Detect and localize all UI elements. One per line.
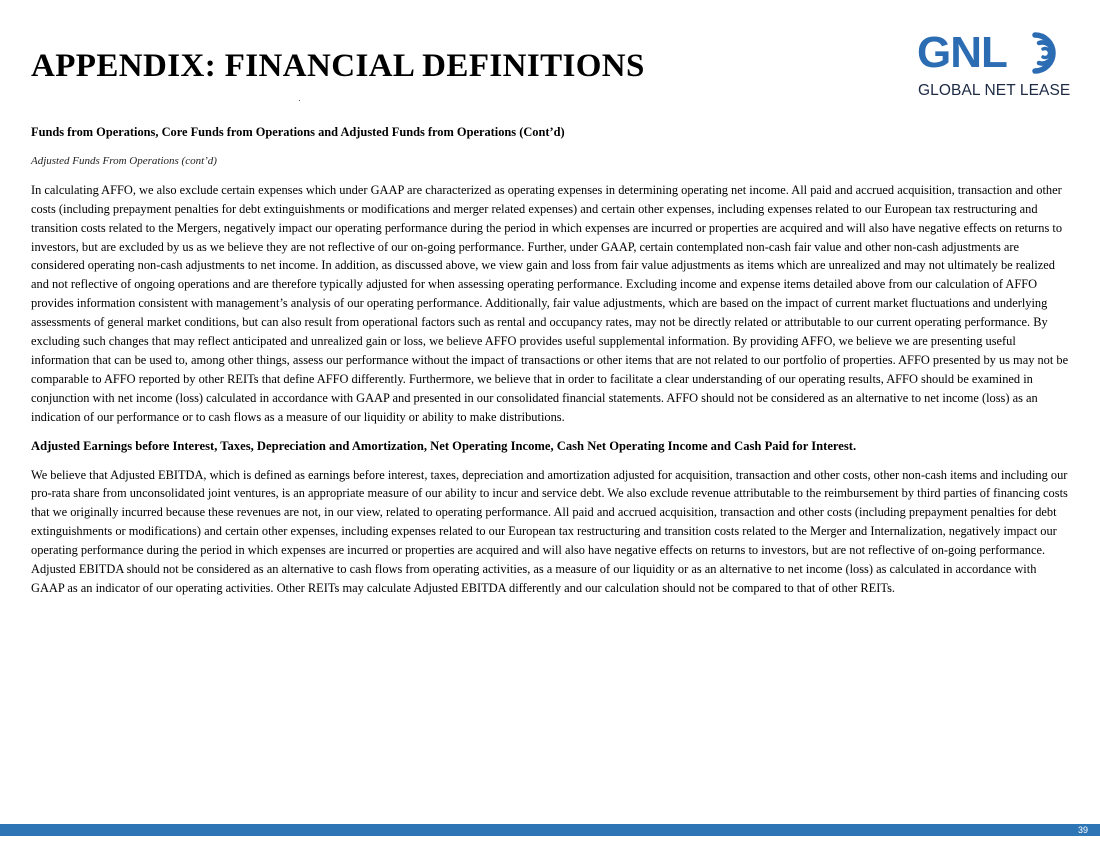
gnl-swirl-logo-icon [1029, 31, 1073, 75]
affo-paragraph: In calculating AFFO, we also exclude certain expenses which under GAAP are characterized as operating expenses in determining operating net income. All paid and accrued acquisition, transaction and other costs (including prepayment penalties for debt extinguishments or modifications and merger related expenses) and certain other expenses, including expenses related to our European tax restructuring and transition costs related to the Mergers, negatively impact our operating performance during the period in which expenses are incurred or properties are acquired and will also have negative effects on returns to investors, but are excluded by us as we believe they are not reflective of our on-going performance. Further, under GAAP, certain contemplated non-cash fair value and other non-cash adjustments are considered operating non-cash adjustments to net income. In addition, as discussed above, we view gain and loss from fair value adjustments as items which are unrealized and may not ultimately be realized and not reflective of ongoing operations and are therefore typically adjusted for when assessing operating performance. Excluding income and expense items detailed above from our calculation of AFFO provides information consistent with management’s analysis of our operating performance. Additionally, fair value adjustments, which are based on the impact of current market fluctuations and underlying assessments of general market conditions, but can also result from operational factors such as rental and occupancy rates, may not be directly related or attributable to our current operating performance. By excluding such changes that may reflect anticipated and unrealized gain or loss, we believe AFFO provides useful supplemental information. By providing AFFO, we believe we are presenting useful information that can be used to, among other things, assess our performance without the impact of transactions or other items that are not related to our portfolio of properties. AFFO presented by us may not be comparable to AFFO reported by other REITs that define AFFO differently. Furthermore, we believe that in order to facilitate a clear understanding of our operating results, AFFO should be examined in conjunction with net income (loss) calculated in accordance with GAAP and presented in our consolidated financial statements. AFFO should not be considered as an alternative to net income (loss) as an indication of our performance or to cash flows as a measure of our liquidity or ability to make distributions. [31, 182, 1069, 424]
company-logo [917, 28, 1077, 101]
page-number: 39 [1077, 825, 1088, 835]
main-content [31, 123, 1071, 608]
logo-wordmark: GNL [917, 28, 1007, 77]
ebitda-section-heading: Adjusted Earnings before Interest, Taxes, Depreciation and Amortization, Net Operating Income, Cash Net Operating Income and Cash Paid for Interest. [31, 438, 857, 453]
footer-bar [0, 824, 1100, 836]
ebitda-paragraph: We believe that Adjusted EBITDA, which is defined as earnings before interest, taxes, depreciation and amortization adjusted for acquisition, transaction and other costs, other non-cash items and including our pro-rata share from unconsolidated joint ventures, is an appropriate measure of our ability to incur and service debt. We also exclude revenue attributable to the reimbursement by third parties of financing costs that we originally incurred because these revenues are not, in our view, related to operating performance. All paid and accrued acquisition, transaction and other costs (including prepayment penalties for debt extinguishments or modifications) and certain other expenses, including expenses related to our European tax restructuring and transition costs related to the Merger and Internalization, negatively impact our operating performance during the period in which expenses are incurred or properties are acquired and will also have negative effects on returns to investors, but are not reflective of on-going performance. Adjusted EBITDA should not be considered as an alternative to cash flows from operating activities, as a measure of our liquidity or as an alternative to net income (loss) as calculated in accordance with GAAP as an indicator of our operating activities. Other REITs may calculate Adjusted EBITDA differently and our calculation should not be compared to that of other REITs. [31, 467, 1068, 595]
affo-subheading: Adjusted Funds From Operations (cont’d) [31, 154, 217, 167]
logo-subtitle: GLOBAL NET LEASE [918, 82, 1071, 99]
page-title: APPENDIX: FINANCIAL DEFINITIONS [31, 48, 645, 84]
ffo-section-heading: Funds from Operations, Core Funds from Operations and Adjusted Funds from Operations (Cont’d) [31, 125, 565, 139]
stray-dot [299, 100, 300, 101]
